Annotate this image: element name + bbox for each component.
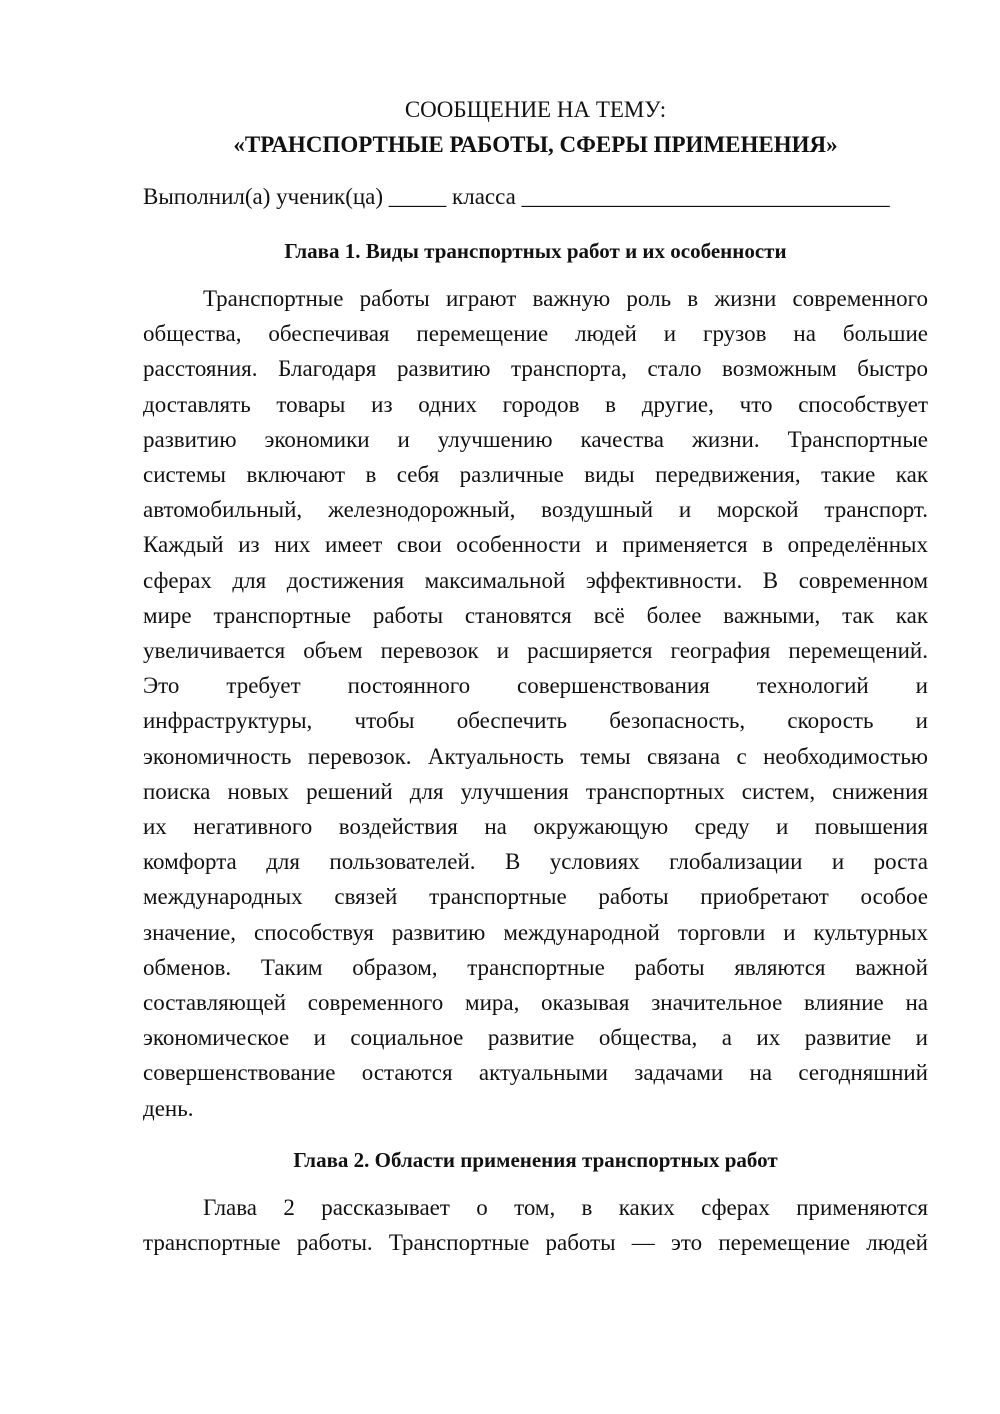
- paragraph-line: значение, способствуя развитию международной торговли и культурных: [143, 919, 928, 945]
- paragraph-line: Глава 2 рассказывает о том, в каких сферах применяются: [203, 1194, 928, 1220]
- paragraph-line: транспортные работы. Транспортные работы — это перемещение людей: [143, 1230, 928, 1256]
- paragraph-line: расстояния. Благодаря развитию транспорта, стало возможным быстро: [143, 356, 928, 382]
- chapter-1-paragraph: [143, 281, 928, 1126]
- paragraph-line: обменов. Таким образом, транспортные работы являются важной: [143, 954, 928, 980]
- paragraph-line: совершенствование остаются актуальными задачами на сегодняшний: [143, 1060, 928, 1086]
- paragraph-line: Это требует постоянного совершенствования технологий и: [143, 673, 928, 699]
- paragraph-line: общества, обеспечивая перемещение людей и грузов на большие: [143, 321, 928, 347]
- paragraph-line: увеличивается объем перевозок и расширяется география перемещений.: [143, 638, 928, 664]
- chapter-2-title: Глава 2. Области применения транспортных работ: [293, 1147, 778, 1172]
- paragraph-line: их негативного воздействия на окружающую среду и повышения: [143, 814, 928, 840]
- paragraph-line: международных связей транспортные работы приобретают особое: [143, 884, 928, 910]
- author-line: Выполнил(а) ученик(ца) _____ класса ________________________________: [143, 184, 890, 209]
- document-title: «ТРАНСПОРТНЫЕ РАБОТЫ, СФЕРЫ ПРИМЕНЕНИЯ»: [233, 132, 838, 157]
- document-page: [143, 92, 928, 1260]
- paragraph-line: день.: [143, 1095, 194, 1121]
- paragraph-line: Каждый из них имеет свои особенности и применяется в определённых: [143, 532, 928, 558]
- paragraph-line: доставлять товары из одних городов в другие, что способствует: [143, 391, 928, 417]
- paragraph-line: развитию экономики и улучшению качества жизни. Транспортные: [143, 426, 928, 452]
- paragraph-line: составляющей современного мира, оказывая значительное влияние на: [143, 990, 928, 1016]
- paragraph-line: мире транспортные работы становятся всё более важными, так как: [143, 602, 928, 628]
- paragraph-line: автомобильный, железнодорожный, воздушный и морской транспорт.: [143, 497, 928, 523]
- paragraph-line: экономичность перевозок. Актуальность темы связана с необходимостью: [143, 743, 928, 769]
- paragraph-line: сферах для достижения максимальной эффективности. В современном: [143, 567, 928, 593]
- paragraph-line: системы включают в себя различные виды передвижения, такие как: [143, 462, 928, 488]
- paragraph-line: Транспортные работы играют важную роль в жизни современного: [203, 286, 928, 311]
- paragraph-line: комфорта для пользователей. В условиях глобализации и роста: [143, 849, 928, 875]
- paragraph-line: поиска новых решений для улучшения транспортных систем, снижения: [143, 778, 928, 804]
- paragraph-line: инфраструктуры, чтобы обеспечить безопасность, скорость и: [143, 708, 928, 734]
- chapter-1-title: Глава 1. Виды транспортных работ и их особенности: [284, 239, 787, 263]
- chapter-2-paragraph: [143, 1190, 928, 1260]
- document-heading: СООБЩЕНИЕ НА ТЕМУ:: [404, 97, 667, 122]
- paragraph-line: экономическое и социальное развитие общества, а их развитие и: [143, 1025, 928, 1051]
